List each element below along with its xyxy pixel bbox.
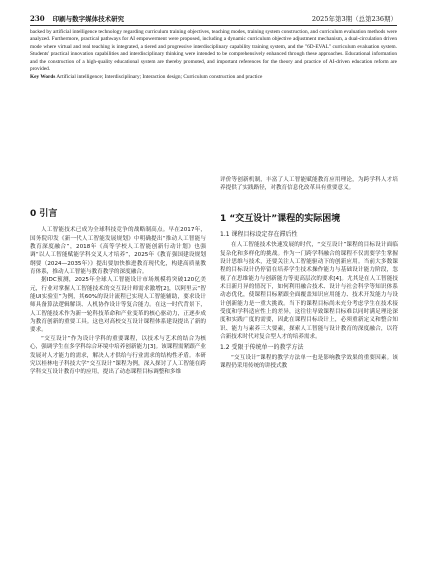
section-heading-1: 1 “交互设计”课程的实际困境: [220, 213, 341, 224]
abstract-text: backed by artificial intelligence technology regarding curriculum training objectives, teaching modes, training system construction, and curriculum evaluation methods were analyzed. Furthermore, practical pathways for AI empowerment were proposed, including a dynamic curriculum objective adjustment mechanism, a dual-circulation driven mode where virtual and real teaching is integrated, a tiered and progressive interdisciplinary capability training system, and the "6D-EVAL" curriculum evaluation system. Students' practical innovation capabilities and interdisciplinary thinking were intended to be comprehensively enhanced through these approaches. Educational information and the construction of a high-quality educational system are thereby promoted, and important references for the theory and practice of AI-driven education reform are provided.: [30, 29, 397, 73]
paragraph: “交互设计”作为设计学科的重要课程，以技术与艺术的结合为核心，强调学生在多学科综合环境中培养创新能力[3]。该课程需紧跟产业发展对人才能力的需求，解决人才供给与行业需求的结构性矛盾。本研究以桂林电子科技大学“交互设计”课程为例，深入探讨了人工智能在跨学科交互设计教育中的应用，提出了动态课程目标调整和多维: [30, 335, 206, 376]
subsection-heading-1-2: 1.2 受限于传统单一的教学方法: [220, 343, 304, 351]
paragraph: 据IDC预测，2025年全球人工智能设计市场规模将突破120亿美元，行业对掌握人工智能技术的交互设计师需求激增[2]，以阿里云“智能UI实验室”为例，其60%的设计流程已实现人工智能辅助，要求设计师具备算法逻辑解读、人机协作设计等复合能力。在这一时代背景下，人工智能技术作为新一轮科技革命和产业变革的核心驱动力，正逐步成为教育创新的重要工具。这也对高校交互设计课程体系建设提出了新的要求。: [30, 277, 206, 334]
journal-name: 印刷与数字媒体技术研究: [52, 15, 125, 23]
paragraph: “交互设计”课程的教学方法单一也是影响教学效果的重要因素。该课程仍采用传统的讲授式教: [220, 354, 398, 370]
section-heading-intro: 0 引言: [30, 209, 58, 219]
keywords-line: [30, 74, 397, 81]
left-column: [30, 180, 206, 377]
keywords-label: Key Words: [30, 73, 56, 80]
right-column: [220, 176, 398, 371]
keywords-text: Artificial intelligence; Interdisciplinary; Interaction design; Curriculum construction and practice: [55, 73, 263, 80]
page-number: 230: [30, 14, 45, 23]
running-header: [30, 14, 397, 26]
paragraph: 在人工智能技术快速发展的时代，“交互设计”课程的目标设计面临复杂化和多样化的挑战。作为一门跨学科融合的课程不仅需要学生掌握设计思维与技术，还要关注人工智能驱动下的创新应用。当前大多数课程的目标设计仍停留在培养学生技术操作能力与基础设计能力阶段，忽视了在思维能力与创新能力等更高层次的要求[4]。尤其是在人工智能技术日新月异的情况下，如何利用融合技术、设计与社会科学等知识体系动态优化，使课程目标紧跟全面覆盖知识应用能力、技术开发能力与设计创新能力是一重大挑战。当下的课程目标尚未充分考虑学生在技术接受度和学科适应性上的差异，这往往导致课程目标难以同时满足理论深度和实践广度的需要，因此在课程目标设计上，必须重新定义和整合知识、能力与素养三大要素，探索人工智能与设计教育的深度融合，以符合新技术时代对复合型人才的培养需求。: [220, 242, 398, 341]
english-abstract: [30, 29, 397, 81]
paragraph: 评价等创新机制，丰富了人工智能赋能教育应用理论，为跨学科人才培养提供了实践路径，对教育信息化改革具有重要意义。: [220, 177, 398, 192]
paragraph: 人工智能技术已成为全球科技竞争的战略制高点。早在2017年，国务院印发《新一代人工智能发展规划》中明确提出“推动人工智能与教育深度融合”，2018年《高等学校人工智能创新行动计划》也强调“以人工智能赋能学科交叉人才培养”，2025年《教育强国建设规划纲要（2024—2035年）》提出要加快推进教育现代化，构建高质量教育体系，推动人工智能与教育教学的深度融合。: [30, 227, 206, 276]
issue-info: 2025年第3期（总第236期）: [311, 15, 397, 23]
subsection-heading-1-1: 1.1 课程目标设定存在滞后性: [220, 231, 298, 239]
